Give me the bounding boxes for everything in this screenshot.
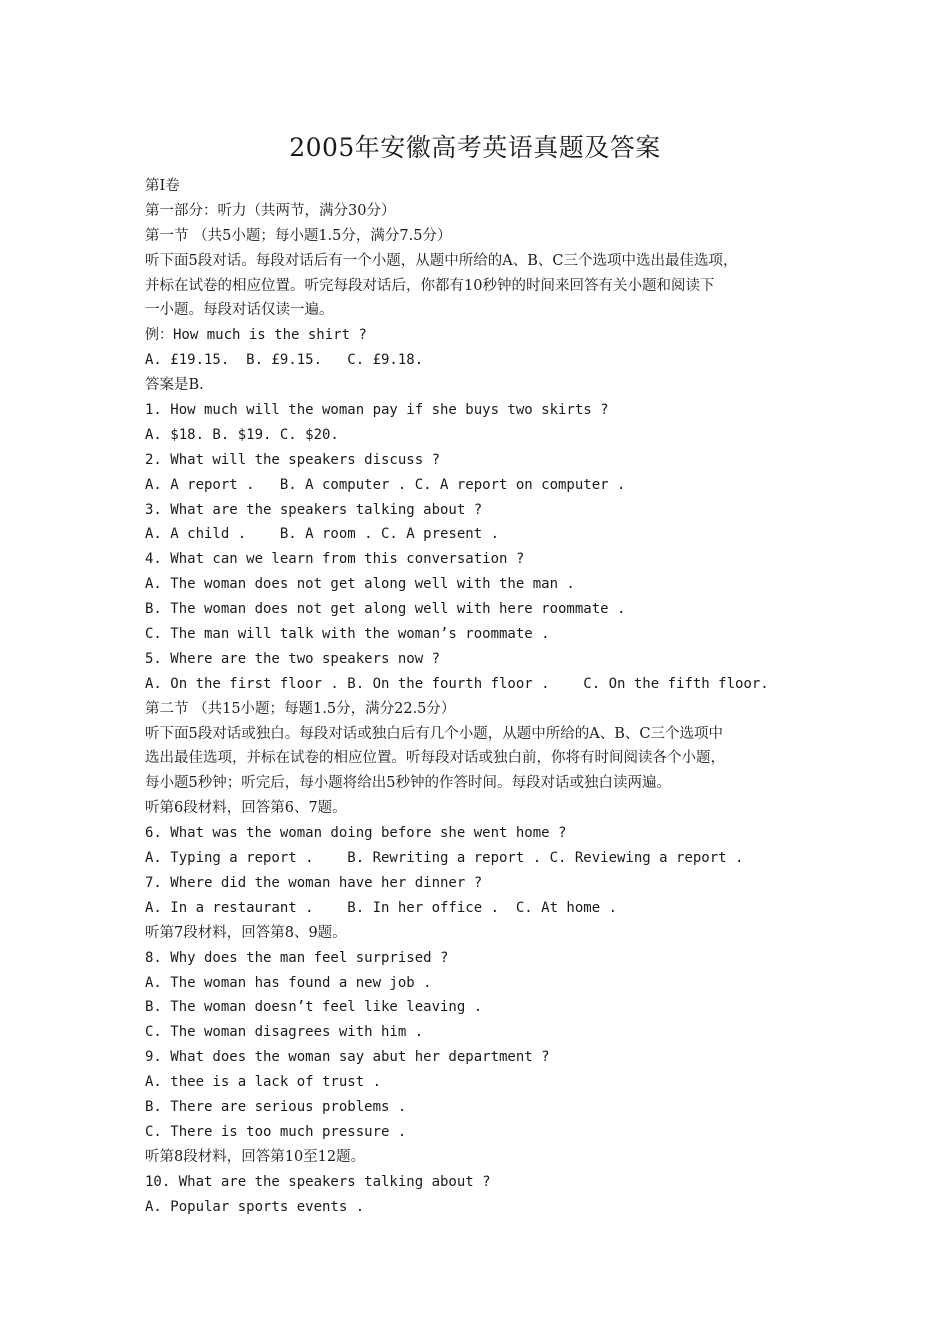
text-line: C. There is too much pressure . [145, 1123, 407, 1140]
text-line: 6. What was the woman doing before she went home ? [145, 825, 567, 842]
text-line: A. A report . B. A computer . C. A report on computer . [145, 476, 626, 493]
text-line: 第一部分：听力（共两节，满分30分） [145, 202, 396, 219]
text-line: 10. What are the speakers talking about ? [145, 1173, 491, 1190]
text-line: 3. What are the speakers talking about ? [145, 501, 483, 518]
text-line: 每小题5秒钟；听完后，每小题将给出5秒钟的作答时间。每段对话或独白读两遍。 [145, 775, 671, 792]
text-line: 9. What does the woman say abut her department ? [145, 1049, 550, 1066]
text-line: A. The woman has found a new job . [145, 974, 432, 991]
text-line: 听下面5段对话。每段对话后有一个小题，从题中所给的A、B、C三个选项中选出最佳选项， [145, 252, 738, 269]
text-line: 听第8段材料，回答第10至12题。 [145, 1148, 366, 1165]
text-line: 听第6段材料，回答第6、7题。 [145, 800, 347, 817]
document-title: 2005年安徽高考英语真题及答案 [289, 133, 661, 162]
text-line: A. Typing a report . B. Rewriting a report . C. Reviewing a report . [145, 850, 744, 867]
text-line: 一小题。每段对话仅读一遍。 [145, 302, 334, 319]
text-line: 5. Where are the two speakers now ? [145, 650, 441, 667]
text-line: A. Popular sports events . [145, 1198, 365, 1215]
text-line: A. A child . B. A room . C. A present . [145, 526, 500, 543]
text-line: C. The man will talk with the woman’s roommate . [145, 626, 550, 643]
text-line: 答案是B. [145, 377, 204, 394]
text-line: A. £19.15. B. £9.15. C. £9.18. [145, 352, 424, 369]
text-line: 8. Why does the man feel surprised ? [145, 949, 449, 966]
text-line: A. In a restaurant . B. In her office . C. At home . [145, 899, 618, 916]
text-line: 第二节 （共15小题；每题1.5分，满分22.5分） [145, 700, 456, 717]
text-line: 听第7段材料，回答第8、9题。 [145, 924, 347, 941]
text-line: C. The woman disagrees with him . [145, 1024, 424, 1041]
text-line: 第Ⅰ卷 [145, 178, 180, 194]
text-line: 选出最佳选项，并标在试卷的相应位置。听每段对话或独白前，你将有时间阅读各个小题， [145, 750, 725, 767]
text-line: 1. How much will the woman pay if she buys two skirts ? [145, 402, 609, 419]
text-line: B. There are serious problems . [145, 1098, 407, 1115]
text-line: 第一节 （共5小题；每小题1.5分，满分7.5分） [145, 227, 452, 244]
text-line: A. $18. B. $19. C. $20. [145, 426, 339, 443]
text-line: B. The woman does not get along well with here roommate . [145, 601, 626, 618]
text-line: 4. What can we learn from this conversation ? [145, 551, 525, 568]
text-line: A. thee is a lack of trust . [145, 1074, 382, 1091]
text-line: A. On the first floor . B. On the fourth floor . C. On the fifth floor. [145, 675, 769, 692]
text-line: 并标在试卷的相应位置。听完每段对话后，你都有10秒钟的时间来回答有关小题和阅读下 [145, 277, 715, 294]
text-line: 2. What will the speakers discuss ? [145, 451, 441, 468]
text-line: A. The woman does not get along well with the man . [145, 576, 575, 593]
text-line: 听下面5段对话或独白。每段对话或独白后有几个小题，从题中所给的A、B、C三个选项中 [145, 725, 723, 742]
text-line: 例：How much is the shirt ? [145, 327, 367, 344]
text-line: 7. Where did the woman have her dinner ? [145, 874, 483, 891]
text-line: B. The woman doesn’t feel like leaving . [145, 999, 483, 1016]
document-body [145, 174, 835, 1219]
